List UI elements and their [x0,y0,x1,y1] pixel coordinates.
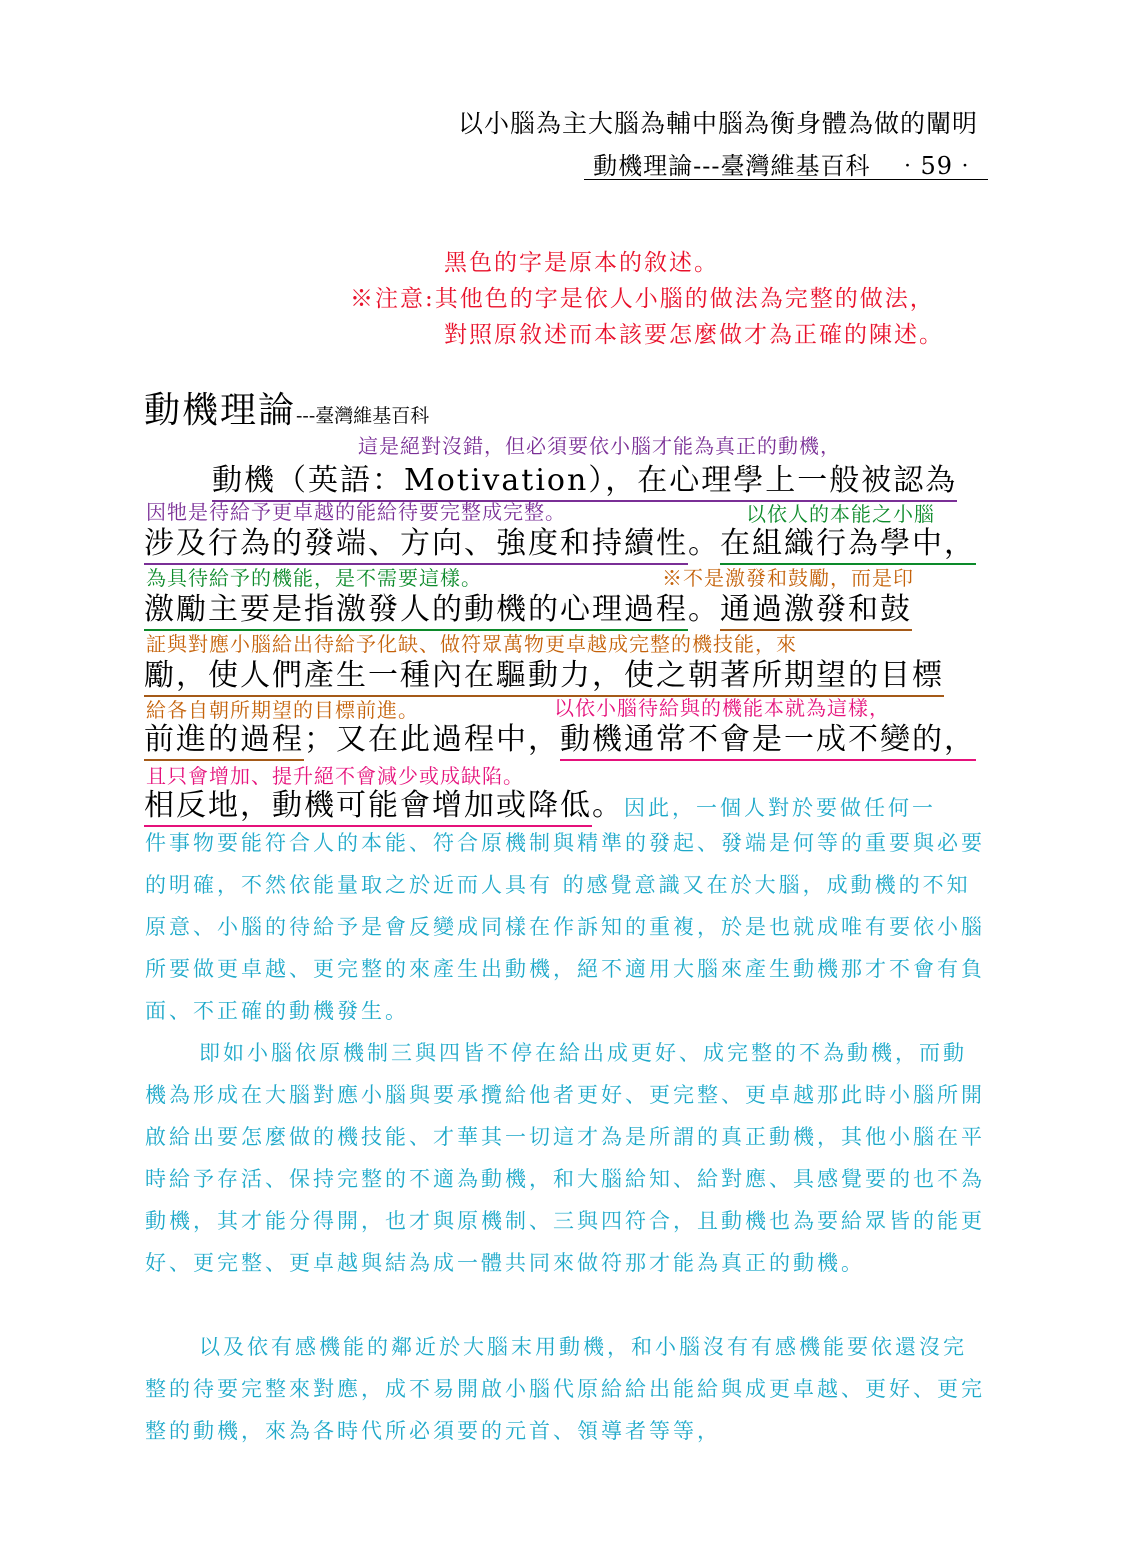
running-header-subtitle-page: 動機理論---臺灣維基百科 ‧59‧ [593,152,978,180]
header-rule [584,179,988,180]
original-text-underlined: 動機（英語：Motivation），在心理學上一般被認為 [212,463,957,502]
original-text-underlined: 相反地，動機可能會增加或降低 [144,788,592,827]
original-line-5 [144,714,976,758]
running-header-title: 以小腦為主大腦為輔中腦為衡身體為做的闡明 [457,109,978,138]
original-text-underlined: 激勵主要是指激發人的動機的心理過程 [144,592,688,631]
original-punct: 。 [688,592,720,627]
original-punct: 。 [592,788,624,823]
annotation-6: 証與對應小腦給出待給予化缺、做符眾萬物更卓越成完整的機技能，來 [146,632,797,656]
original-line-1 [212,455,957,499]
section-title-source: ---臺灣維基百科 [296,405,430,427]
annotation-3: 以依人的本能之小腦 [746,502,935,526]
original-plain: ；又在此過程中， [304,722,560,757]
section-title-main: 動機理論 [144,390,297,431]
annotation-9: 且只會增加、提升絕不會減少或成缺陷。 [146,764,524,788]
original-line-2 [144,518,976,562]
section-title [144,382,429,433]
original-line-4 [144,650,944,694]
annotation-1: 這是絕對沒錯，但必須要依小腦才能為真正的動機， [358,434,841,458]
original-text-underlined: 涉及行為的發端、方向、強度和持續性 [144,526,688,565]
annotation-8: 以依小腦待給與的機能本就為這樣， [554,696,890,720]
notice-line-2: ※注意:其他色的字是依人小腦的做法為完整的做法， [350,286,935,312]
original-punct: 。 [688,526,720,561]
body-paragraph-3: 以及依有感機能的鄰近於大腦末用動機，和小腦沒有有感機能要依還沒完整的待要完整來對應，成不易開啟小腦代原給給出能給與成更卓越、更好、更完整的動機，來為各時代所必須要的元首、領導者等等， [145,1335,985,1443]
original-line-6 [144,780,936,824]
notice-line-1: 黑色的字是原本的敘述。 [444,250,719,276]
body-paragraph-1: 件事物要能符合人的本能、符合原機制與精準的發起、發端是何等的重要與必要的明確，不然依能量取之於近而人具有 的感覺意識又在於大腦，成動機的不知原意、小腦的待給予是會反變成同樣在作訴知的重複，於是也就成唯有要依小腦所要做更卓越、更完整的來產生出動機，絕不適用大腦來產生動機那才不會有負面、不正確的動機發生。 [145,831,985,1023]
annotation-4: 為具待給予的機能，是不需要這樣。 [146,566,482,590]
body-paragraph-2: 即如小腦依原機制三與四皆不停在給出成更好、成完整的不為動機，而動機為形成在大腦對應小腦與要承攬給他者更好、更完整、更卓越那此時小腦所開啟給出要怎麼做的機技能、才華其一切這才為是所謂的真正動機，其他小腦在平時給予存活、保持完整的不適為動機，和大腦給知、給對應、具感覺要的也不為動機，其才能分得開，也才與原機制、三與四符合，且動機也為要給眾皆的能更好、更完整、更卓越與結為成一體共同來做符那才能為真正的動機。 [145,1041,985,1275]
annotation-5: ※不是激發和鼓勵，而是印 [662,566,914,590]
notice-line-3: 對照原敘述而本該要怎麼做才為正確的陳述。 [444,322,944,348]
original-text-underlined: 在組織行為學中， [720,526,976,565]
annotation-2: 因牠是待給予更卓越的能給待要完整成完整。 [146,500,566,524]
original-line-3 [144,584,912,628]
original-text-underlined: 動機通常不會是一成不變的， [560,722,976,761]
original-text-underlined: 勵，使人們產生一種內在驅動力，使之朝著所期望的目標 [144,658,944,697]
body-lead-in: 因此，一個人對於要做任何一 [624,796,936,820]
original-text-underlined: 前進的過程 [144,722,304,761]
annotation-7: 給各自朝所期望的目標前進。 [146,698,419,722]
original-text-underlined: 通過激發和鼓 [720,592,912,631]
